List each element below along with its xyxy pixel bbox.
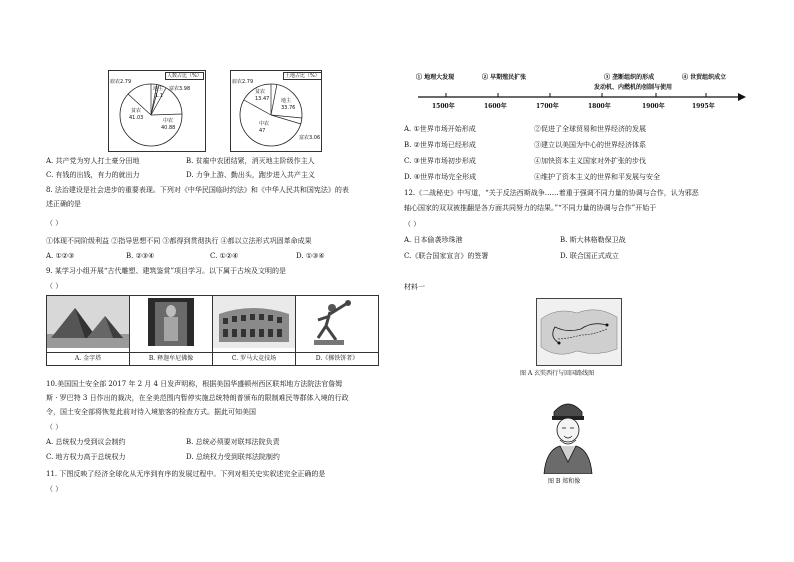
pyramid-image <box>47 296 130 353</box>
q8-option-d: D. ①③④ <box>296 252 325 260</box>
xuanzang-route-map <box>536 298 622 366</box>
q8-statements: ①体现不同阶级利益 ②指导思想不同 ③都得到贯彻执行 ④都以立法形式巩固革命成果 <box>46 237 312 245</box>
pie-label: 1.1 <box>155 93 163 99</box>
q12-stem-line1: 12.《二战秘史》中写道，“关于反法西斯战争……着重于强调不同力量的协调与合作，认为邪恶 <box>404 189 699 197</box>
pie-label: 中农 <box>163 118 174 124</box>
q12-option-d: D. 联合国正式成立 <box>560 252 619 260</box>
q7-option-b: B. 贫雇中农团结紧，消灭地主阶级作主人 <box>186 157 315 165</box>
timeline-year: 1995年 <box>692 103 715 110</box>
timeline-event: ③ 垄断组织的形成 <box>604 74 655 81</box>
q11-stem: 11. 下图反映了经济全球化从无序到有序的发展过程中。下列对相关史实叙述完全正确的是 <box>46 470 326 478</box>
pie-label: 41.03 <box>129 115 144 121</box>
pyramid-icon <box>47 296 129 348</box>
pie-label: 贫农 <box>255 89 266 95</box>
q11-option-d-detail: ④维护了资本主义的世界和平发展与安全 <box>534 173 660 181</box>
timeline-year: 1600年 <box>484 103 507 110</box>
q11-option-d: D. ④世界市场完全形成 <box>404 173 477 181</box>
q10-option-d: D. 总统权力受到联邦法院制约 <box>186 453 280 461</box>
timeline-event: ① 地理大发现 <box>416 74 455 81</box>
buddha-statue-icon <box>130 296 212 348</box>
pie-label: 47 <box>259 128 266 134</box>
q11-option-a: A. ①世界市场开始形成 <box>404 125 476 133</box>
q11-option-c-detail: ④加快资本主义国家对外扩张的步伐 <box>534 157 646 165</box>
timeline-event: ④ 世贸组织成立 <box>682 74 727 81</box>
colosseum-image <box>213 296 296 353</box>
q10-stem-line1: 10.美国国土安全部 2017 年 2 月 4 日发声明称，根据美国华盛顿州西区联邦地方法院法官詹姆 <box>46 380 343 388</box>
q12-option-b: B. 斯大林格勒保卫战 <box>560 236 626 244</box>
timeline-year: 1700年 <box>536 103 559 110</box>
q9-caption-c: C. 罗马大竞技场 <box>213 353 296 366</box>
q12-option-a: A. 日本偷袭珍珠港 <box>404 236 463 244</box>
pie-label: 13.47 <box>255 96 270 102</box>
q12-paren: （ ） <box>404 220 421 228</box>
q10-option-c: C. 地方权力高于总统权力 <box>46 453 126 461</box>
q9-image-table <box>46 295 379 366</box>
timeline-year: 1500年 <box>432 103 455 110</box>
pie-label: 雇农2.79 <box>232 79 254 85</box>
timeline-axis <box>416 92 746 102</box>
discobolus-image <box>296 296 379 353</box>
q11-option-b: B. ②世界市场已经形成 <box>404 141 476 149</box>
pie-label: 富农3.06 <box>299 135 321 141</box>
timeline-event: ② 早期殖民扩张 <box>482 74 527 81</box>
q9-paren: （ ） <box>46 282 63 290</box>
figure-b-caption: 图 B 郑和像 <box>548 478 581 485</box>
q9-stem: 9. 某学习小组开展“古代雕塑、建筑鉴赏”项目学习。以下属于古埃及文明的是 <box>46 267 287 275</box>
pie-label: 地主 <box>281 98 292 104</box>
colosseum-icon <box>213 296 295 348</box>
pie-label: 雇农2.79 <box>110 79 132 85</box>
route-map-icon <box>537 299 621 365</box>
q11-option-c: C. ③世界市场初步形成 <box>404 157 476 165</box>
pie-chart-population <box>108 70 206 152</box>
q11-option-a-detail: ②促进了全球贸易和世界经济的发展 <box>534 125 646 133</box>
q9-caption-d: D.《掷铁饼者》 <box>296 353 379 366</box>
figure-a-caption: 图 A 玄奘西行与回国路线图 <box>520 370 595 377</box>
q11-paren: （ ） <box>46 485 63 493</box>
timeline-year: 1800年 <box>588 103 611 110</box>
buddha-image <box>130 296 213 353</box>
pie-label: 贫农 <box>131 108 142 114</box>
pie-label: 33.76 <box>281 105 296 111</box>
q8-stem: 8. 法治建设是社会进步的重要表现。下列对《中华民国临时约法》和《中华人民共和国宪法》的表 <box>46 186 349 194</box>
q12-stem-line2: 轴心国家的双双被推翻是各方面共同努力的结果。”“不同力量的协调与合作”开始于 <box>404 204 657 212</box>
pie-label: 中农 <box>259 121 270 127</box>
q10-stem-line3: 令，国土安全部将恢复此前对待入境旅客的检查方式。据此可知美国 <box>46 408 256 416</box>
q8-paren: （ ） <box>46 219 63 227</box>
q9-caption-a: A. 金字塔 <box>47 353 130 366</box>
pie-title: 土地占比（%） <box>285 73 320 79</box>
q10-option-b: B. 总统必须要对联邦法院负责 <box>186 438 280 446</box>
zheng-he-portrait <box>540 396 596 474</box>
timeline-subtitle: 发动机、内燃机的创制与使用 <box>594 84 673 91</box>
q8-option-a: A. ①②③ <box>46 252 75 260</box>
q8-option-b: B. ②③④ <box>126 252 155 260</box>
q7-option-d: D. 力争上游、勤出头，跑步进入共产主义 <box>186 171 315 179</box>
q9-caption-b: B. 释迦牟尼佛像 <box>130 353 213 366</box>
q7-option-a: A. 共产党为穷人打土豪分田地 <box>46 157 140 165</box>
q8-stem-cont: 述正确的是 <box>46 200 81 208</box>
pie-label: 地主 <box>153 86 164 92</box>
timeline-year: 1900年 <box>642 103 665 110</box>
q8-option-c: C. ①②④ <box>210 252 239 260</box>
portrait-icon <box>540 396 596 474</box>
q7-option-c: C. 有钱的出钱，有力的就出力 <box>46 171 140 179</box>
timeline <box>416 70 746 114</box>
pie-label: 富农3.98 <box>169 86 191 92</box>
material-label: 材料一 <box>404 283 425 291</box>
pie-chart-land <box>230 70 322 152</box>
q11-option-b-detail: ③建立以美国为中心的世界经济体系 <box>534 141 646 149</box>
q12-option-c: C.《联合国家宣言》的签署 <box>404 252 489 260</box>
pie-title: 人数占比（%） <box>167 73 202 79</box>
q10-paren: （ ） <box>46 423 63 431</box>
discus-thrower-icon <box>296 296 378 348</box>
q10-stem-line2: 斯 · 罗巴特 3 日作出的裁决，在全美范围内暂停实施总统特朗普颁布的限制难民等群体入境的行政 <box>46 394 349 402</box>
pie-label: 40.88 <box>161 125 176 131</box>
q10-option-a: A. 总统权力受到议会制约 <box>46 438 126 446</box>
